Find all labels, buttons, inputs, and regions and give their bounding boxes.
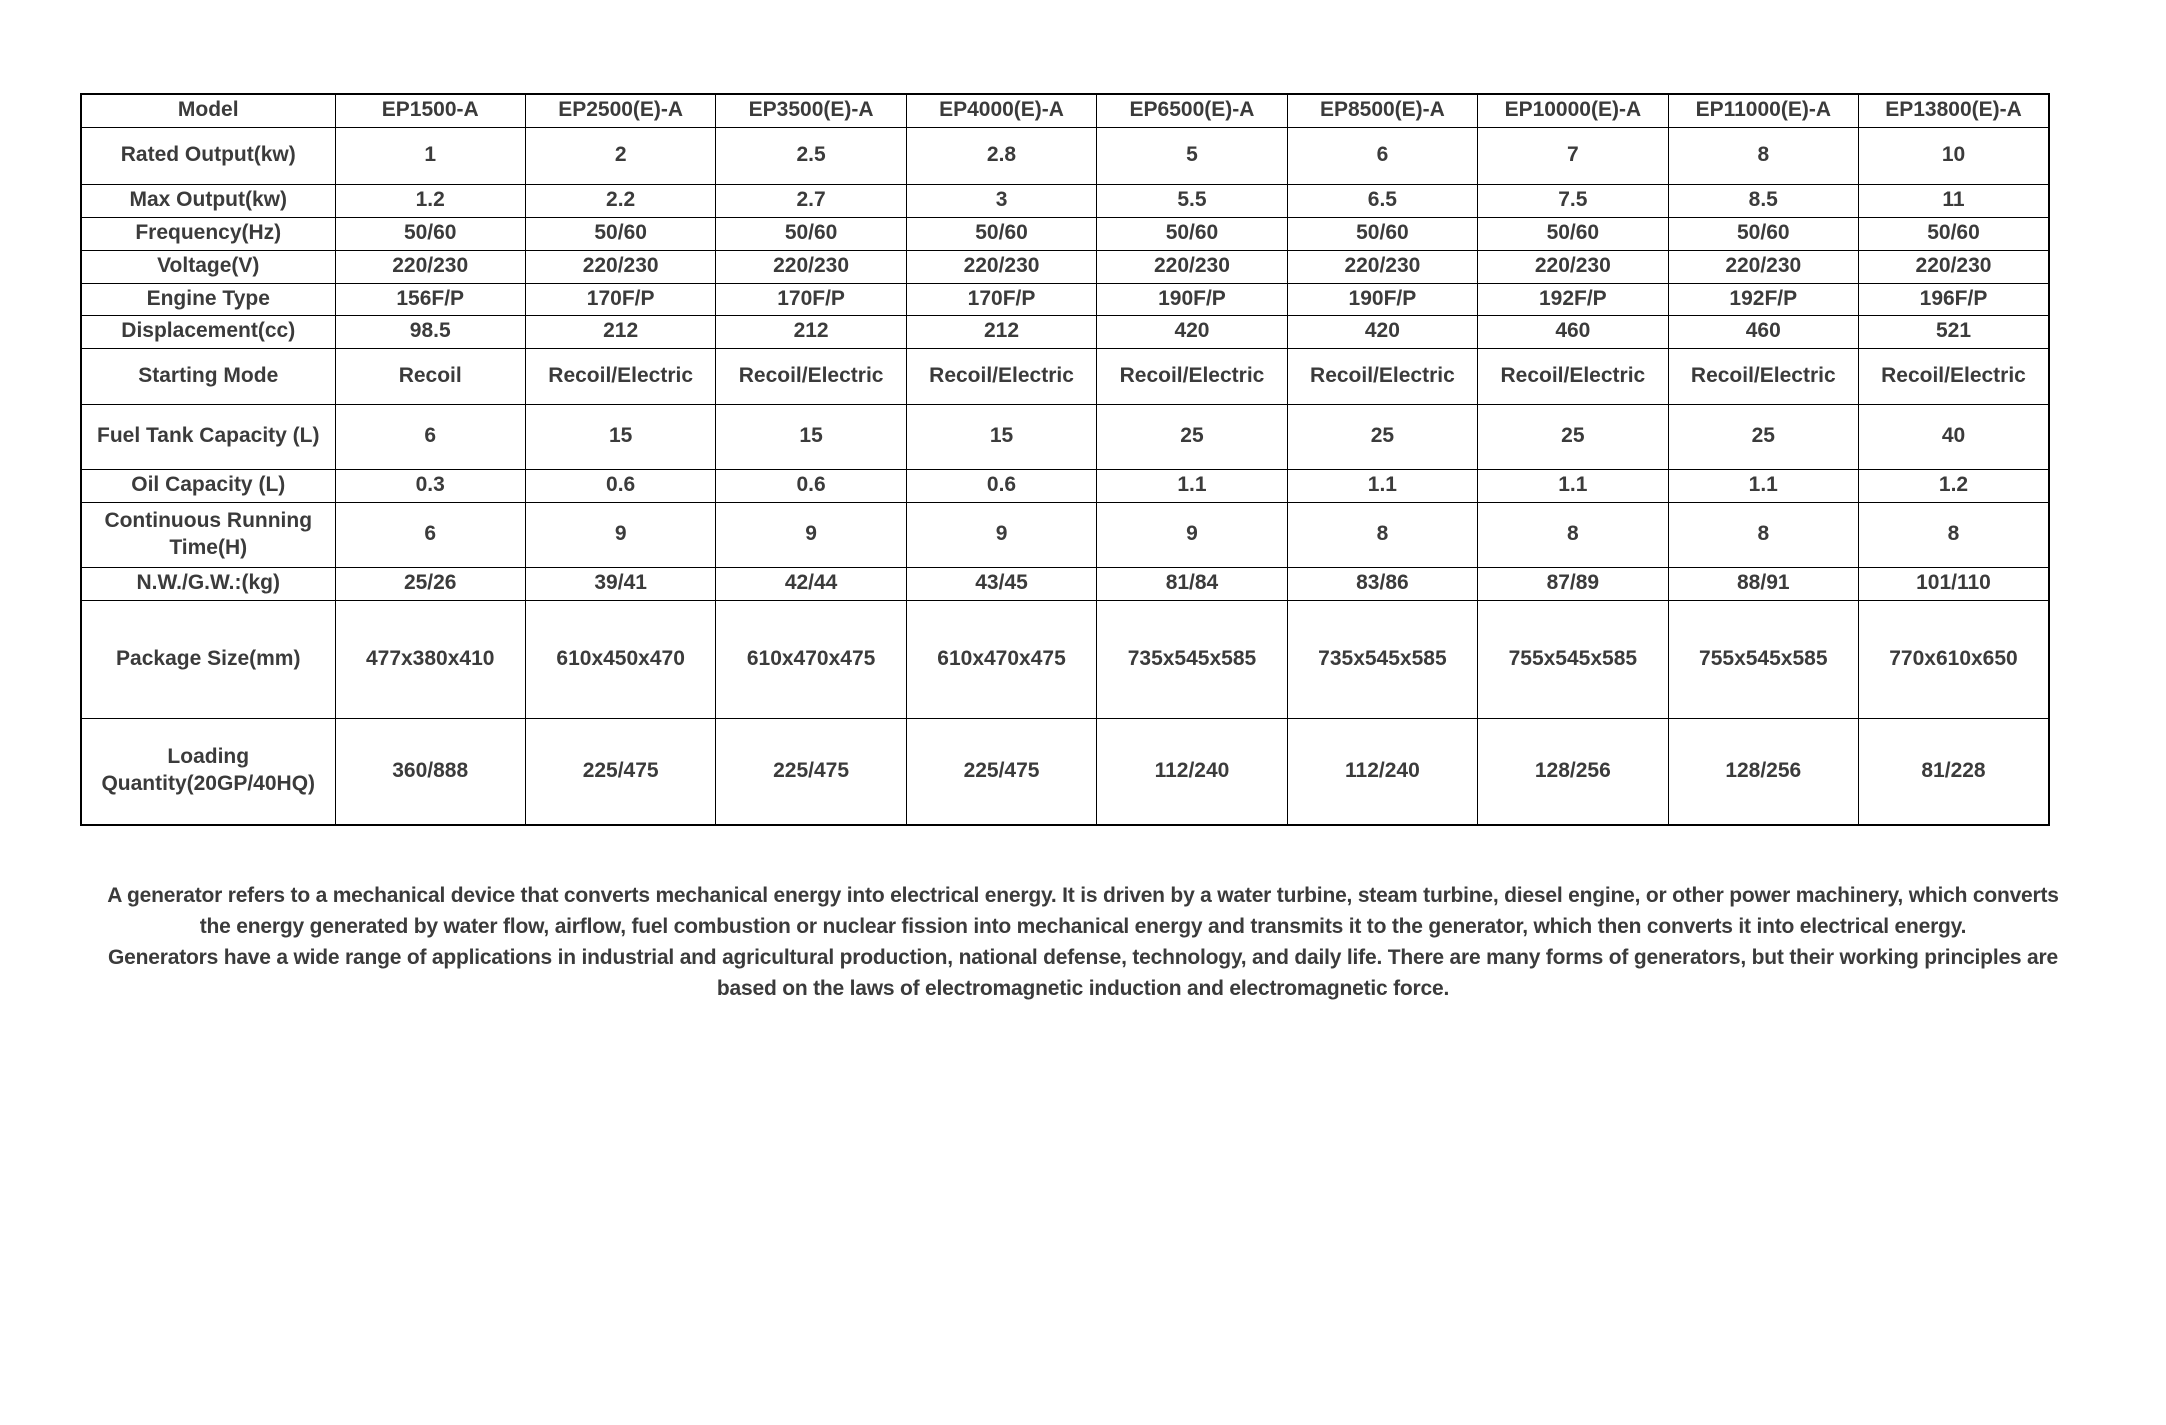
table-cell: 5	[1097, 127, 1287, 184]
table-cell: 3	[906, 184, 1096, 217]
table-cell: 8	[1859, 502, 2050, 567]
table-cell: 50/60	[1668, 217, 1858, 250]
table-cell: 1.1	[1287, 469, 1477, 502]
table-cell: Recoil/Electric	[1478, 348, 1668, 404]
table-cell: 6	[335, 502, 525, 567]
row-label: Loading Quantity(20GP/40HQ)	[81, 718, 335, 825]
row-label: Voltage(V)	[81, 250, 335, 283]
table-cell: 220/230	[335, 250, 525, 283]
table-row	[81, 348, 2049, 404]
table-cell: 220/230	[906, 250, 1096, 283]
table-cell: EP10000(E)-A	[1478, 94, 1668, 127]
table-cell: 420	[1097, 315, 1287, 348]
table-cell: 225/475	[716, 718, 906, 825]
table-cell: 360/888	[335, 718, 525, 825]
table-cell: 196F/P	[1859, 283, 2050, 315]
table-cell: 43/45	[906, 567, 1096, 600]
table-cell: 128/256	[1478, 718, 1668, 825]
table-cell: 15	[906, 404, 1096, 469]
table-cell: 225/475	[906, 718, 1096, 825]
row-label: Fuel Tank Capacity (L)	[81, 404, 335, 469]
table-cell: 6	[335, 404, 525, 469]
table-cell: 0.6	[525, 469, 715, 502]
table-cell: 8	[1668, 502, 1858, 567]
table-row	[81, 469, 2049, 502]
table-cell: Recoil/Electric	[525, 348, 715, 404]
table-row	[81, 94, 2049, 127]
table-cell: 212	[906, 315, 1096, 348]
table-cell: Recoil/Electric	[1287, 348, 1477, 404]
table-cell: EP1500-A	[335, 94, 525, 127]
table-cell: 770x610x650	[1859, 600, 2050, 718]
table-row	[81, 315, 2049, 348]
table-row	[81, 404, 2049, 469]
table-cell: 212	[716, 315, 906, 348]
table-cell: 9	[525, 502, 715, 567]
table-cell: 88/91	[1668, 567, 1858, 600]
table-cell: 1	[335, 127, 525, 184]
table-cell: 128/256	[1668, 718, 1858, 825]
table-cell: EP13800(E)-A	[1859, 94, 2050, 127]
table-cell: 521	[1859, 315, 2050, 348]
table-row	[81, 567, 2049, 600]
table-cell: 735x545x585	[1287, 600, 1477, 718]
table-cell: 81/228	[1859, 718, 2050, 825]
table-cell: 2.7	[716, 184, 906, 217]
table-cell: 1.1	[1097, 469, 1287, 502]
table-row	[81, 184, 2049, 217]
table-cell: 50/60	[1097, 217, 1287, 250]
table-cell: 755x545x585	[1478, 600, 1668, 718]
table-cell: 9	[716, 502, 906, 567]
table-cell: 610x470x475	[906, 600, 1096, 718]
table-cell: 170F/P	[525, 283, 715, 315]
table-cell: 2	[525, 127, 715, 184]
row-label: N.W./G.W.:(kg)	[81, 567, 335, 600]
table-cell: 220/230	[716, 250, 906, 283]
table-cell: Recoil/Electric	[716, 348, 906, 404]
table-row	[81, 718, 2049, 825]
table-cell: 98.5	[335, 315, 525, 348]
table-cell: 50/60	[525, 217, 715, 250]
table-cell: 2.2	[525, 184, 715, 217]
table-cell: 1.2	[1859, 469, 2050, 502]
table-cell: 9	[906, 502, 1096, 567]
table-cell: 42/44	[716, 567, 906, 600]
table-cell: 220/230	[1859, 250, 2050, 283]
table-cell: 8	[1287, 502, 1477, 567]
table-cell: 50/60	[1478, 217, 1668, 250]
row-label: Continuous Running Time(H)	[81, 502, 335, 567]
table-cell: 2.5	[716, 127, 906, 184]
table-cell: 25	[1478, 404, 1668, 469]
table-cell: 15	[525, 404, 715, 469]
table-cell: 190F/P	[1097, 283, 1287, 315]
table-cell: 50/60	[906, 217, 1096, 250]
description-paragraph-2: Generators have a wide range of applications in industrial and agricultural production, national defense, technology, and daily life. There are many forms of generators, but their working principles are based on the laws of electromagnetic induction and electromagnetic force.	[108, 946, 2058, 1000]
table-cell: Recoil/Electric	[906, 348, 1096, 404]
generator-description	[96, 880, 2071, 1004]
spec-table-body	[81, 94, 2049, 825]
table-cell: 6.5	[1287, 184, 1477, 217]
row-label: Frequency(Hz)	[81, 217, 335, 250]
row-label: Oil Capacity (L)	[81, 469, 335, 502]
table-cell: EP3500(E)-A	[716, 94, 906, 127]
table-cell: EP11000(E)-A	[1668, 94, 1858, 127]
table-cell: 7	[1478, 127, 1668, 184]
table-cell: 156F/P	[335, 283, 525, 315]
table-row	[81, 283, 2049, 315]
table-cell: 610x450x470	[525, 600, 715, 718]
table-cell: Recoil/Electric	[1097, 348, 1287, 404]
table-cell: 0.6	[716, 469, 906, 502]
table-cell: 1.1	[1668, 469, 1858, 502]
table-cell: 112/240	[1287, 718, 1477, 825]
table-cell: 420	[1287, 315, 1477, 348]
table-cell: 50/60	[335, 217, 525, 250]
table-cell: 190F/P	[1287, 283, 1477, 315]
table-cell: EP2500(E)-A	[525, 94, 715, 127]
table-cell: 477x380x410	[335, 600, 525, 718]
table-cell: 170F/P	[906, 283, 1096, 315]
table-cell: 6	[1287, 127, 1477, 184]
table-cell: 101/110	[1859, 567, 2050, 600]
table-cell: 735x545x585	[1097, 600, 1287, 718]
table-cell: 8	[1478, 502, 1668, 567]
row-label: Rated Output(kw)	[81, 127, 335, 184]
table-cell: 15	[716, 404, 906, 469]
table-cell: 11	[1859, 184, 2050, 217]
table-cell: 9	[1097, 502, 1287, 567]
row-label: Displacement(cc)	[81, 315, 335, 348]
table-cell: 5.5	[1097, 184, 1287, 217]
table-cell: 220/230	[1478, 250, 1668, 283]
table-cell: 1.2	[335, 184, 525, 217]
table-cell: 192F/P	[1668, 283, 1858, 315]
table-row	[81, 127, 2049, 184]
table-cell: 39/41	[525, 567, 715, 600]
table-cell: 0.3	[335, 469, 525, 502]
table-cell: 8.5	[1668, 184, 1858, 217]
table-cell: 25	[1097, 404, 1287, 469]
table-cell: 755x545x585	[1668, 600, 1858, 718]
row-label: Engine Type	[81, 283, 335, 315]
table-cell: Recoil/Electric	[1859, 348, 2050, 404]
table-cell: 0.6	[906, 469, 1096, 502]
table-cell: 220/230	[1287, 250, 1477, 283]
table-cell: 170F/P	[716, 283, 906, 315]
spec-table	[80, 93, 2050, 826]
table-cell: 50/60	[1859, 217, 2050, 250]
table-cell: 192F/P	[1478, 283, 1668, 315]
table-cell: 460	[1478, 315, 1668, 348]
table-cell: 87/89	[1478, 567, 1668, 600]
table-row	[81, 600, 2049, 718]
description-paragraph-1: A generator refers to a mechanical device that converts mechanical energy into electrical energy. It is driven by a water turbine, steam turbine, diesel engine, or other power machinery, which converts the energy generated by water flow, airflow, fuel combustion or nuclear fission into mechanical energy and transmits it to the generator, which then converts it into electrical energy.	[107, 884, 2059, 938]
table-cell: 40	[1859, 404, 2050, 469]
table-cell: 212	[525, 315, 715, 348]
table-cell: EP8500(E)-A	[1287, 94, 1477, 127]
row-label: Max Output(kw)	[81, 184, 335, 217]
table-row	[81, 502, 2049, 567]
table-cell: Recoil	[335, 348, 525, 404]
table-cell: 225/475	[525, 718, 715, 825]
table-cell: 81/84	[1097, 567, 1287, 600]
table-cell: 25/26	[335, 567, 525, 600]
table-cell: 83/86	[1287, 567, 1477, 600]
table-cell: 25	[1668, 404, 1858, 469]
table-cell: 10	[1859, 127, 2050, 184]
row-label: Package Size(mm)	[81, 600, 335, 718]
table-cell: 220/230	[1668, 250, 1858, 283]
table-cell: 610x470x475	[716, 600, 906, 718]
table-cell: 7.5	[1478, 184, 1668, 217]
table-cell: EP4000(E)-A	[906, 94, 1096, 127]
table-row	[81, 250, 2049, 283]
table-cell: 50/60	[716, 217, 906, 250]
table-cell: EP6500(E)-A	[1097, 94, 1287, 127]
table-cell: 2.8	[906, 127, 1096, 184]
table-cell: Recoil/Electric	[1668, 348, 1858, 404]
table-cell: 50/60	[1287, 217, 1477, 250]
table-cell: 220/230	[525, 250, 715, 283]
table-cell: 25	[1287, 404, 1477, 469]
row-label: Starting Mode	[81, 348, 335, 404]
table-row	[81, 217, 2049, 250]
table-cell: 8	[1668, 127, 1858, 184]
table-cell: 220/230	[1097, 250, 1287, 283]
table-cell: 460	[1668, 315, 1858, 348]
table-cell: 112/240	[1097, 718, 1287, 825]
row-label: Model	[81, 94, 335, 127]
table-cell: 1.1	[1478, 469, 1668, 502]
